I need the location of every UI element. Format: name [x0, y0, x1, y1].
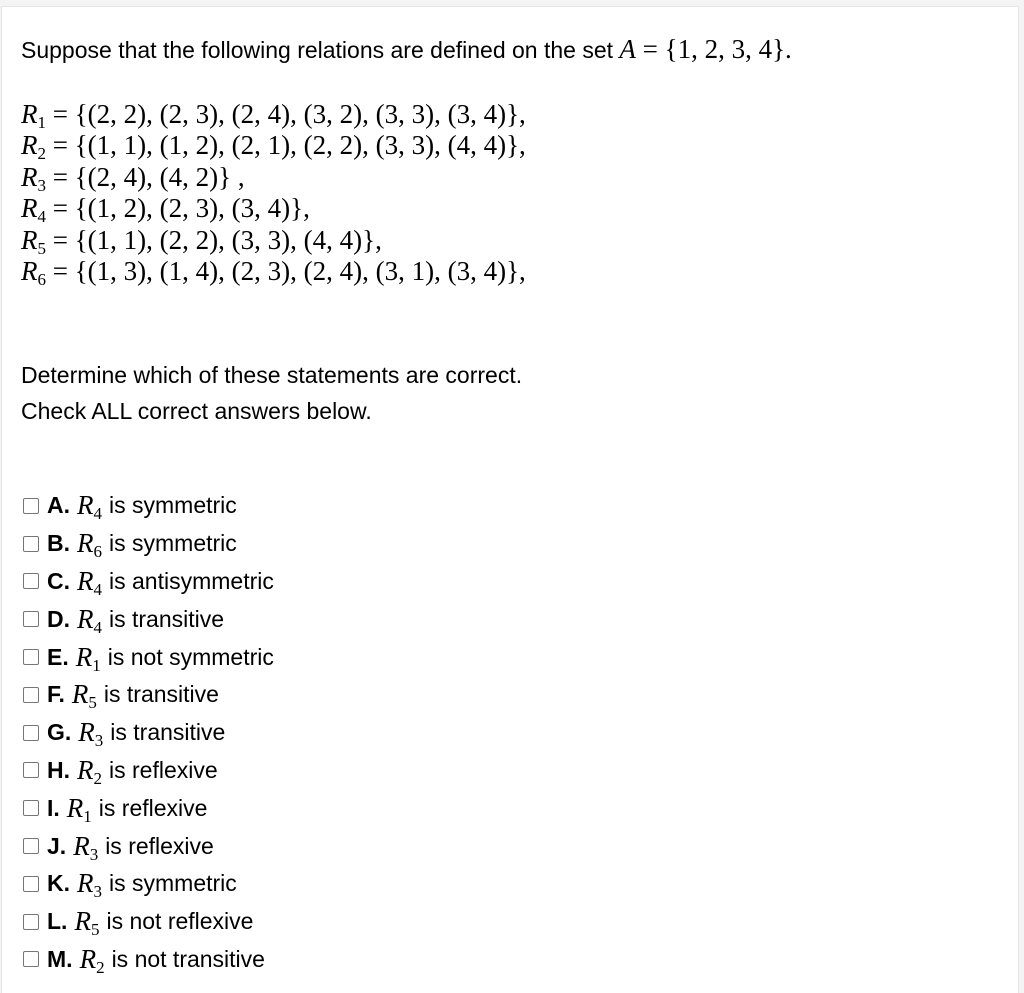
relations-list — [21, 99, 526, 287]
set-name: A — [619, 34, 636, 64]
option-i[interactable]: I. $R_1$ is reflexive — [21, 789, 274, 827]
intro-text: Suppose that the following relations are defined on the set — [21, 37, 620, 63]
option-f[interactable]: F. $R_5$ is transitive — [21, 676, 274, 714]
set-elements: = {1, 2, 3, 4}. — [635, 34, 792, 64]
option-j[interactable]: J. $R_3$ is reflexive — [21, 827, 274, 865]
option-c[interactable]: C. $R_4$ is antisymmetric — [21, 563, 274, 601]
checkbox-f[interactable] — [23, 687, 39, 703]
option-e[interactable]: E. $R_1$ is not symmetric — [21, 638, 274, 676]
question-card — [1, 6, 1019, 993]
checkbox-l[interactable] — [23, 914, 39, 930]
option-l[interactable]: L. $R_5$ is not reflexive — [21, 903, 274, 941]
checkbox-c[interactable] — [23, 573, 39, 589]
checkbox-h[interactable] — [23, 762, 39, 778]
relation-r5: $R_5 = \{(1$, 1), (2, 2), (3, 3), (4, 4)}, — [21, 224, 382, 258]
option-b[interactable]: B. $R_6$ is symmetric — [21, 525, 274, 563]
checkbox-g[interactable] — [23, 725, 39, 741]
checkbox-e[interactable] — [23, 649, 39, 665]
answer-options — [21, 487, 274, 978]
question-intro — [21, 34, 792, 65]
checkbox-b[interactable] — [23, 536, 39, 552]
set-expression — [619, 34, 791, 64]
option-g[interactable]: G. $R_3$ is transitive — [21, 714, 274, 752]
checkbox-k[interactable] — [23, 876, 39, 892]
relation-r6: $R_6 = \{(1$, 3), (1, 4), (2, 3), (2, 4), (3, 1), (3, 4)}, — [21, 255, 526, 289]
option-a[interactable]: A. $R_4$ is symmetric — [21, 487, 274, 525]
instruction-determine: Determine which of these statements are correct. — [21, 362, 523, 388]
option-k[interactable]: K. $R_3$ is symmetric — [21, 865, 274, 903]
relation-r4: $R_4 = \{(1$, 2), (2, 3), (3, 4)}, — [21, 193, 310, 227]
checkbox-d[interactable] — [23, 611, 39, 627]
option-m[interactable]: M. $R_2$ is not transitive — [21, 941, 274, 979]
instruction-check-all: Check ALL correct answers below. — [21, 398, 372, 424]
relation-r3: $R_3 = \{(2$, 4), (4, 2)} , — [21, 161, 245, 195]
instructions — [21, 357, 522, 429]
option-h[interactable]: H. $R_2$ is reflexive — [21, 752, 274, 790]
checkbox-i[interactable] — [23, 800, 39, 816]
checkbox-a[interactable] — [23, 498, 39, 514]
relation-r1: $R_1 = \{(2$, 2), (2, 3), (2, 4), (3, 2), (3, 3), (3, 4)}, — [21, 99, 526, 132]
checkbox-m[interactable] — [23, 951, 39, 967]
relation-r2: $R_2 = \{(1$, 1), (1, 2), (2, 1), (2, 2), (3, 3), (4, 4)}, — [21, 130, 526, 164]
checkbox-j[interactable] — [23, 838, 39, 854]
option-d[interactable]: D. $R_4$ is transitive — [21, 600, 274, 638]
